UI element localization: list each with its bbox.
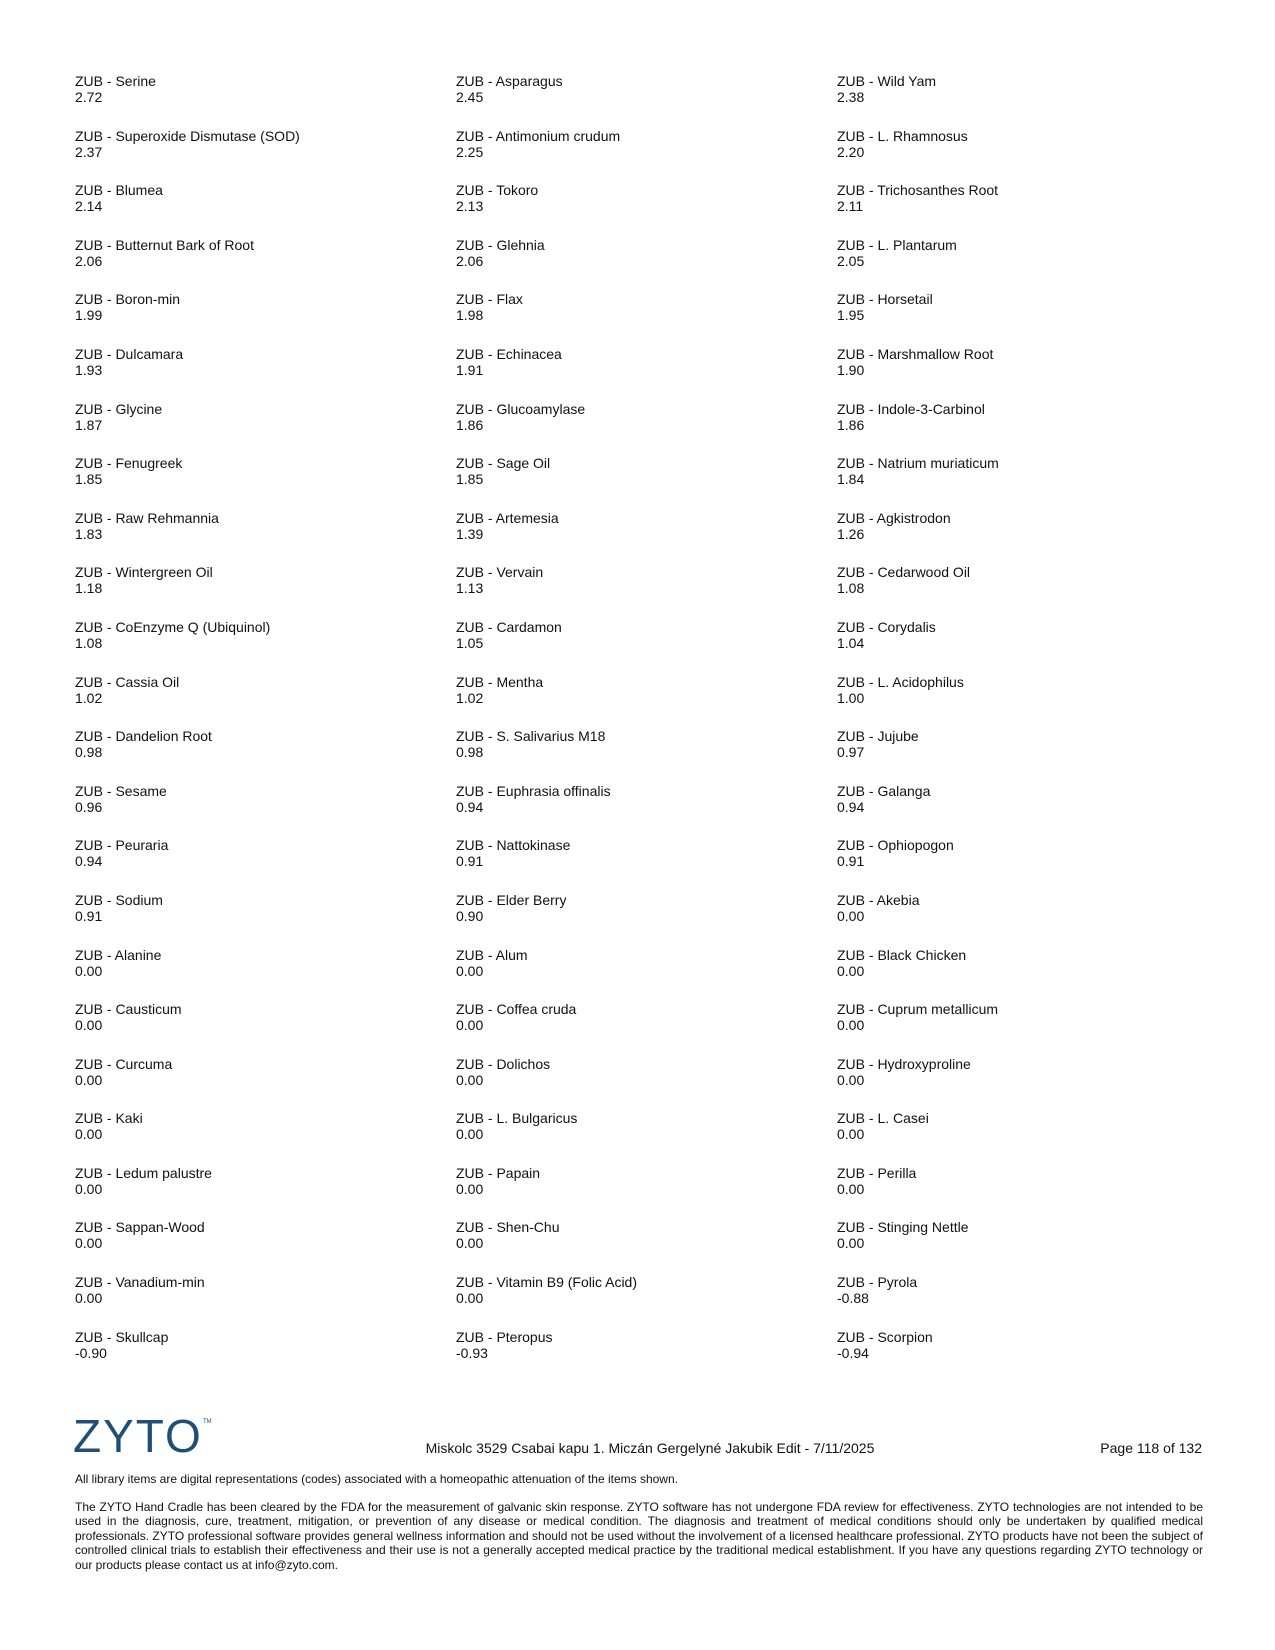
remedy-item <box>456 237 837 292</box>
remedy-item <box>75 237 456 292</box>
remedy-value: 1.85 <box>75 471 103 488</box>
remedy-value: 0.00 <box>75 1180 103 1197</box>
remedy-item <box>75 1219 456 1274</box>
remedy-value: 2.37 <box>75 143 103 160</box>
remedy-item <box>456 1165 837 1220</box>
remedy-name: ZUB - S. Salivarius M18 <box>456 728 606 745</box>
remedy-value: 0.91 <box>837 853 865 870</box>
remedy-name: ZUB - Sage Oil <box>456 455 551 472</box>
remedy-item <box>456 401 837 456</box>
remedy-item <box>837 1056 1215 1111</box>
remedy-item <box>75 346 456 401</box>
remedy-name: ZUB - Sesame <box>75 782 167 799</box>
remedy-name: ZUB - Echinacea <box>456 345 562 362</box>
remedy-name: ZUB - Ledum palustre <box>75 1164 212 1181</box>
remedy-value: 0.00 <box>75 1126 103 1143</box>
remedy-item <box>837 947 1215 1002</box>
remedy-value: -0.88 <box>837 1290 869 1307</box>
fda-disclaimer: The ZYTO Hand Cradle has been cleared by the FDA for the measurement of galvanic skin response. ZYTO software has not undergone FDA review for effectiveness. ZYTO technologies are not intended to be used in the diagnosis, cure, treatment, mitigation, or prevention of any disease or medical condition. The diagnosis and treatment of medical conditions should only be undertaken by qualified medical professionals. ZYTO professional software provides general wellness information and should not be used without the involvement of a licensed healthcare professional. ZYTO products have not been the subject of controlled clinical trials to establish their effectiveness and their use is not a generally accepted medical practice by the traditional medical establishment. If you have any questions regarding ZYTO technology or our products please contact us at info@zyto.com. <box>75 1500 1203 1572</box>
remedy-name: ZUB - Tokoro <box>456 182 539 199</box>
remedy-value: 0.90 <box>456 907 484 924</box>
remedy-item <box>75 619 456 674</box>
remedy-value: 0.98 <box>75 744 103 761</box>
remedy-item <box>456 619 837 674</box>
remedy-value: 1.02 <box>75 689 103 706</box>
remedy-name: ZUB - Vitamin B9 (Folic Acid) <box>456 1274 638 1291</box>
remedy-item <box>456 510 837 565</box>
remedy-name: ZUB - L. Bulgaricus <box>456 1110 578 1127</box>
remedy-value: 0.00 <box>456 1235 484 1252</box>
remedy-item <box>75 947 456 1002</box>
remedy-value: 1.90 <box>837 361 865 378</box>
remedy-value: 1.83 <box>75 525 103 542</box>
remedy-value: 1.08 <box>837 580 865 597</box>
remedy-item <box>837 346 1215 401</box>
remedy-item <box>456 947 837 1002</box>
remedy-name: ZUB - Glehnia <box>456 236 545 253</box>
remedy-name: ZUB - Serine <box>75 73 156 89</box>
remedy-item <box>456 1001 837 1056</box>
remedy-item <box>837 1001 1215 1056</box>
remedy-value: 2.06 <box>456 252 484 269</box>
remedy-name: ZUB - Blumea <box>75 182 163 199</box>
remedy-name: ZUB - Vanadium-min <box>75 1274 205 1291</box>
remedy-name: ZUB - Euphrasia offinalis <box>456 782 611 799</box>
remedy-name: ZUB - Fenugreek <box>75 455 183 472</box>
remedy-name: ZUB - Asparagus <box>456 73 563 89</box>
remedy-name: ZUB - Marshmallow Root <box>837 345 994 362</box>
remedy-name: ZUB - Papain <box>456 1164 541 1181</box>
remedy-value: 1.39 <box>456 525 484 542</box>
remedy-name: ZUB - Pyrola <box>837 1274 918 1291</box>
remedy-item <box>75 1274 456 1329</box>
remedy-value: 0.91 <box>75 907 103 924</box>
remedy-value: 1.26 <box>837 525 865 542</box>
remedy-name: ZUB - Sappan-Wood <box>75 1219 205 1236</box>
remedy-item <box>456 674 837 729</box>
remedy-name: ZUB - Black Chicken <box>837 946 967 963</box>
remedy-item <box>837 73 1215 128</box>
remedy-value: 0.00 <box>456 1071 484 1088</box>
remedy-value: 0.91 <box>456 853 484 870</box>
remedy-item <box>837 674 1215 729</box>
remedy-name: ZUB - Wintergreen Oil <box>75 564 213 581</box>
remedy-name: ZUB - Superoxide Dismutase (SOD) <box>75 127 300 144</box>
remedy-name: ZUB - L. Casei <box>837 1110 929 1127</box>
remedy-name: ZUB - Cedarwood Oil <box>837 564 971 581</box>
zyto-logo-text: ZYTO <box>73 1414 203 1456</box>
remedy-value: 0.00 <box>837 907 865 924</box>
remedy-value: 1.00 <box>837 689 865 706</box>
remedy-value: 1.08 <box>75 634 103 651</box>
remedy-item <box>75 455 456 510</box>
remedy-value: 1.02 <box>456 689 484 706</box>
remedy-name: ZUB - Hydroxyproline <box>837 1055 971 1072</box>
remedy-item <box>75 291 456 346</box>
remedy-item <box>456 182 837 237</box>
remedy-value: 0.98 <box>456 744 484 761</box>
remedy-value: 2.20 <box>837 143 865 160</box>
remedy-value: 2.25 <box>456 143 484 160</box>
remedy-item <box>75 128 456 183</box>
remedy-item <box>75 674 456 729</box>
remedy-item <box>75 564 456 619</box>
remedy-name: ZUB - Cassia Oil <box>75 673 180 690</box>
remedy-item <box>837 1329 1215 1384</box>
remedy-name: ZUB - Raw Rehmannia <box>75 509 219 526</box>
remedy-value: 0.00 <box>456 962 484 979</box>
remedy-name: ZUB - Stinging Nettle <box>837 1219 969 1236</box>
remedy-value: 0.00 <box>837 1126 865 1143</box>
remedy-name: ZUB - CoEnzyme Q (Ubiquinol) <box>75 618 271 635</box>
remedy-value: 2.13 <box>456 198 484 215</box>
remedy-value: 0.00 <box>456 1017 484 1034</box>
remedy-item <box>837 892 1215 947</box>
remedy-name: ZUB - Alanine <box>75 946 162 963</box>
remedy-name: ZUB - Scorpion <box>837 1328 933 1345</box>
remedy-item <box>837 783 1215 838</box>
remedy-item <box>837 728 1215 783</box>
remedy-value: -0.90 <box>75 1344 107 1361</box>
remedy-item <box>456 837 837 892</box>
remedy-item <box>456 728 837 783</box>
remedy-name: ZUB - Horsetail <box>837 291 933 308</box>
remedy-item <box>456 1274 837 1329</box>
remedy-item <box>837 1110 1215 1165</box>
remedy-value: 2.06 <box>75 252 103 269</box>
remedy-item <box>75 510 456 565</box>
remedy-item <box>75 1056 456 1111</box>
remedy-name: ZUB - Alum <box>456 946 528 963</box>
remedy-name: ZUB - Dandelion Root <box>75 728 212 745</box>
remedy-value: 0.00 <box>75 962 103 979</box>
remedy-item <box>456 564 837 619</box>
remedy-value: 1.13 <box>456 580 484 597</box>
remedy-item <box>456 455 837 510</box>
remedy-value: 0.97 <box>837 744 865 761</box>
zyto-logo <box>73 1414 218 1456</box>
remedy-value: 1.05 <box>456 634 484 651</box>
remedy-value: 0.00 <box>75 1235 103 1252</box>
remedy-item <box>75 182 456 237</box>
remedy-item <box>456 128 837 183</box>
remedy-name: ZUB - Wild Yam <box>837 73 937 89</box>
remedy-value: 0.00 <box>837 1017 865 1034</box>
remedy-name: ZUB - Antimonium crudum <box>456 127 621 144</box>
remedy-name: ZUB - Dulcamara <box>75 345 184 362</box>
remedy-value: 1.99 <box>75 307 103 324</box>
remedy-value: 2.38 <box>837 89 865 105</box>
remedy-value: 0.94 <box>75 853 103 870</box>
remedy-item <box>456 1219 837 1274</box>
remedy-list <box>75 73 1215 1383</box>
remedy-value: 1.91 <box>456 361 484 378</box>
remedy-item <box>837 1165 1215 1220</box>
remedy-name: ZUB - Indole-3-Carbinol <box>837 400 985 417</box>
remedy-name: ZUB - Glucoamylase <box>456 400 586 417</box>
remedy-name: ZUB - Kaki <box>75 1110 143 1127</box>
remedy-name: ZUB - Galanga <box>837 782 931 799</box>
remedy-value: -0.94 <box>837 1344 869 1361</box>
remedy-value: 0.00 <box>837 1235 865 1252</box>
remedy-name: ZUB - Flax <box>456 291 523 308</box>
remedy-item <box>837 237 1215 292</box>
remedy-name: ZUB - Jujube <box>837 728 919 745</box>
remedy-value: 0.94 <box>837 798 865 815</box>
remedy-value: 0.00 <box>75 1071 103 1088</box>
remedy-item <box>456 346 837 401</box>
remedy-value: 2.45 <box>456 89 484 105</box>
remedy-name: ZUB - Butternut Bark of Root <box>75 236 254 253</box>
remedy-item <box>456 73 837 128</box>
library-note: All library items are digital representations (codes) associated with a homeopathic attenuation of the items shown. <box>75 1472 678 1486</box>
remedy-item <box>75 1329 456 1384</box>
remedy-value: 1.93 <box>75 361 103 378</box>
remedy-name: ZUB - Causticum <box>75 1001 182 1018</box>
remedy-name: ZUB - Elder Berry <box>456 891 567 908</box>
remedy-item <box>837 564 1215 619</box>
remedy-value: 0.00 <box>456 1290 484 1307</box>
remedy-name: ZUB - L. Rhamnosus <box>837 127 968 144</box>
remedy-item <box>456 783 837 838</box>
remedy-value: 1.04 <box>837 634 865 651</box>
remedy-item <box>837 1274 1215 1329</box>
remedy-value: 0.94 <box>456 798 484 815</box>
remedy-item <box>837 510 1215 565</box>
remedy-name: ZUB - Curcuma <box>75 1055 173 1072</box>
remedy-item <box>456 892 837 947</box>
remedy-value: 1.84 <box>837 471 865 488</box>
remedy-name: ZUB - Akebia <box>837 891 920 908</box>
remedy-name: ZUB - Trichosanthes Root <box>837 182 999 199</box>
remedy-value: 2.14 <box>75 198 103 215</box>
remedy-value: 0.00 <box>837 962 865 979</box>
remedy-name: ZUB - Vervain <box>456 564 544 581</box>
remedy-name: ZUB - Coffea cruda <box>456 1001 577 1018</box>
page-number: Page 118 of 132 <box>1100 1440 1202 1456</box>
remedy-value: -0.93 <box>456 1344 488 1361</box>
remedy-value: 0.00 <box>75 1290 103 1307</box>
zyto-logo-trademark: TM <box>203 1419 212 1425</box>
remedy-value: 0.00 <box>456 1180 484 1197</box>
remedy-item <box>837 291 1215 346</box>
remedy-name: ZUB - Corydalis <box>837 618 936 635</box>
remedy-item <box>456 291 837 346</box>
remedy-value: 0.00 <box>75 1017 103 1034</box>
remedy-value: 2.72 <box>75 89 103 105</box>
remedy-item <box>837 128 1215 183</box>
remedy-item <box>75 401 456 456</box>
remedy-value: 1.95 <box>837 307 865 324</box>
remedy-name: ZUB - Nattokinase <box>456 837 571 854</box>
remedy-name: ZUB - Pteropus <box>456 1328 553 1345</box>
remedy-value: 1.98 <box>456 307 484 324</box>
remedy-name: ZUB - Ophiopogon <box>837 837 954 854</box>
remedy-value: 2.11 <box>837 198 864 215</box>
remedy-item <box>837 1219 1215 1274</box>
remedy-name: ZUB - Shen-Chu <box>456 1219 560 1236</box>
remedy-value: 1.87 <box>75 416 103 433</box>
remedy-item <box>837 401 1215 456</box>
remedy-name: ZUB - Cardamon <box>456 618 562 635</box>
remedy-item <box>456 1056 837 1111</box>
remedy-item <box>456 1110 837 1165</box>
remedy-item <box>75 1001 456 1056</box>
remedy-item <box>837 837 1215 892</box>
remedy-name: ZUB - Dolichos <box>456 1055 551 1072</box>
remedy-name: ZUB - L. Acidophilus <box>837 673 964 690</box>
remedy-value: 1.86 <box>837 416 865 433</box>
footer-client-info: Miskolc 3529 Csabai kapu 1. Miczán Gergelyné Jakubik Edit - 7/11/2025 <box>425 1440 875 1456</box>
remedy-name: ZUB - Cuprum metallicum <box>837 1001 999 1018</box>
remedy-name: ZUB - Skullcap <box>75 1328 169 1345</box>
remedy-name: ZUB - Boron-min <box>75 291 181 308</box>
remedy-name: ZUB - Mentha <box>456 673 544 690</box>
remedy-value: 1.18 <box>75 580 103 597</box>
remedy-item <box>75 783 456 838</box>
remedy-name: ZUB - Sodium <box>75 891 163 908</box>
remedy-item <box>75 892 456 947</box>
remedy-item <box>456 1329 837 1384</box>
remedy-item <box>75 1165 456 1220</box>
remedy-name: ZUB - Natrium muriaticum <box>837 455 999 472</box>
remedy-value: 0.00 <box>837 1180 865 1197</box>
remedy-value: 0.00 <box>456 1126 484 1143</box>
remedy-value: 2.05 <box>837 252 865 269</box>
remedy-item <box>75 837 456 892</box>
remedy-item <box>837 455 1215 510</box>
remedy-value: 1.86 <box>456 416 484 433</box>
remedy-name: ZUB - Perilla <box>837 1164 917 1181</box>
remedy-name: ZUB - Artemesia <box>456 509 559 526</box>
remedy-value: 0.00 <box>837 1071 865 1088</box>
remedy-value: 1.85 <box>456 471 484 488</box>
remedy-name: ZUB - Glycine <box>75 400 163 417</box>
remedy-item <box>75 73 456 128</box>
remedy-name: ZUB - L. Plantarum <box>837 236 957 253</box>
remedy-name: ZUB - Agkistrodon <box>837 509 951 526</box>
remedy-value: 0.96 <box>75 798 103 815</box>
remedy-item <box>75 1110 456 1165</box>
remedy-name: ZUB - Peuraria <box>75 837 169 854</box>
remedy-item <box>75 728 456 783</box>
remedy-item <box>837 182 1215 237</box>
remedy-item <box>837 619 1215 674</box>
